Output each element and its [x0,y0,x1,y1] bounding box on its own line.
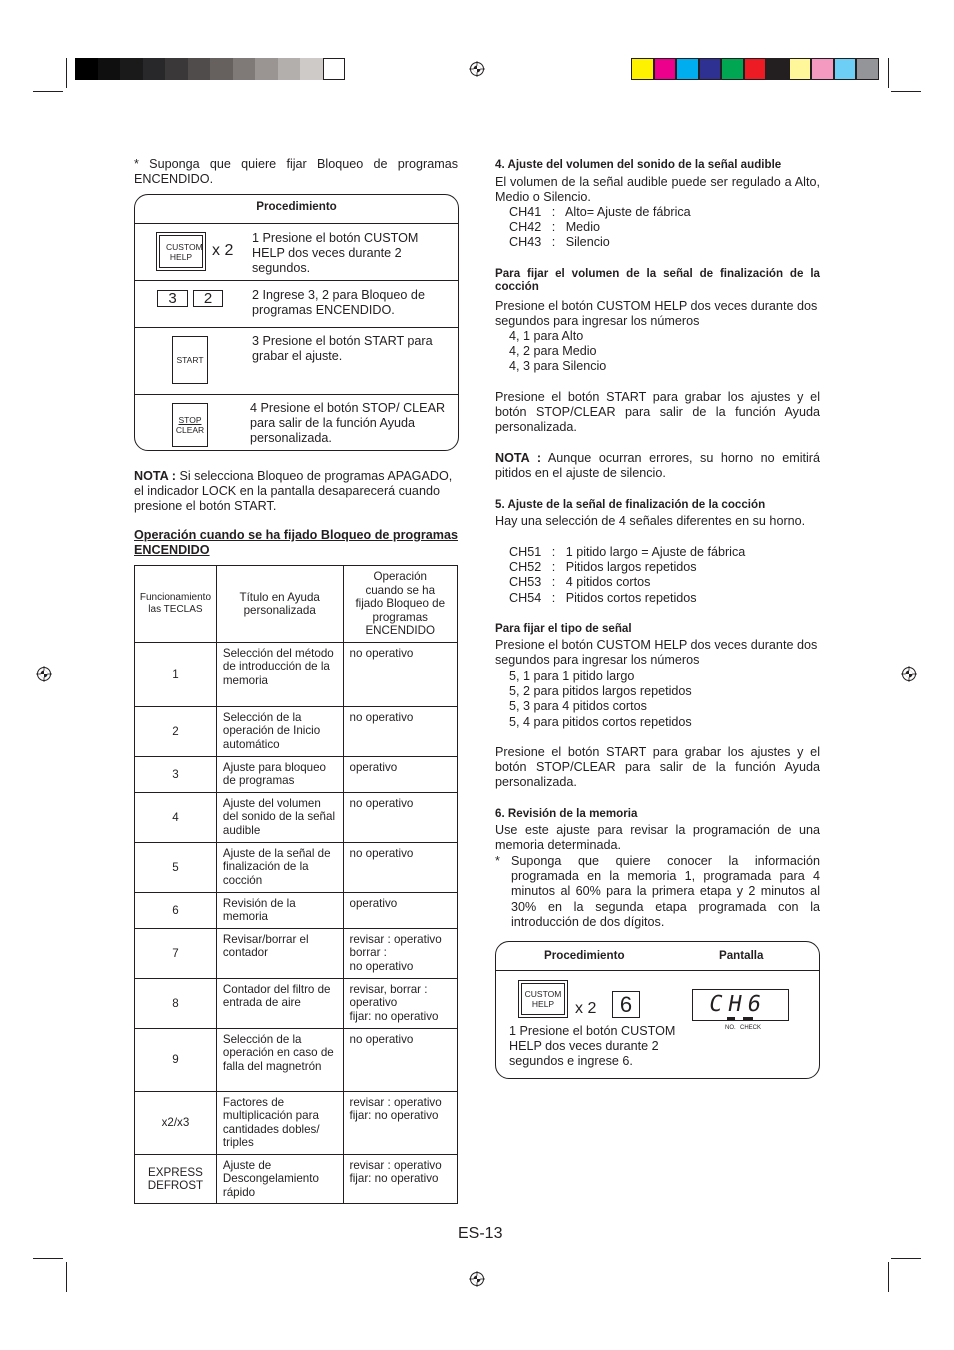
section-6-star-text: Suponga que quiere conocer la información programada en la memoria 1, programada para 4 minutos al 60% para la primera etapa y 2 minutos al 30% en la segunda etapa programada con la introducción de dos dígitos. [511,854,820,929]
key-cell: 4 [135,793,217,843]
step-1: 1 Presione el botón CUSTOM HELP dos veces durante 2 segundos e ingrese 6. [509,1024,676,1069]
key-label: START [176,355,204,365]
title-cell: Factores de multiplicación para cantidades dobles/ triples [216,1092,343,1155]
title-cell: Contador del filtro de entrada de aire [216,979,343,1029]
operation-cell: no operativo [343,1029,458,1092]
header-cell: Título en Ayuda personalizada [216,566,343,643]
key-label-top: STOP [178,415,202,425]
section-5-sub-list [509,669,819,730]
list-item: 5, 4 para pitidos cortos repetidos [509,714,692,729]
gray-swatch [233,58,256,80]
operation-cell: no operativo [343,707,458,757]
indicator-no: NO. [725,1025,736,1031]
indicator-bar [743,1017,753,1021]
color-swatch [744,58,767,80]
operation-cell: operativo [343,893,458,929]
section-6-star: * [495,854,500,868]
crop-mark [891,1258,921,1259]
title-cell: Selección de la operación en caso de falla del magnetrón [216,1029,343,1092]
list-item: CH52 : Pitidos largos repetidos [509,560,697,575]
gray-swatch [143,58,166,80]
operation-cell: revisar : operativo fijar: no operativo [343,1155,458,1204]
color-swatch [834,58,857,80]
title-cell: Ajuste de la señal de finalización de la cocción [216,843,343,893]
key-label: CUSTOM HELP [524,989,562,1009]
table-row [135,979,458,1029]
number-key-6: 6 [612,991,640,1018]
registration-mark-icon [469,61,485,77]
list-item: 4, 2 para Medio [509,344,597,359]
table-row [135,929,458,979]
operation-cell: no operativo [343,843,458,893]
registration-mark-icon [901,666,917,682]
table-row [135,707,458,757]
header-cell: Funcionamiento las TECLAS [135,566,217,643]
table-header-row [135,566,458,643]
crop-mark [33,91,63,92]
registration-mark-icon [36,666,52,682]
display-header: Pantalla [719,949,764,962]
key-cell: EXPRESS DEFROST [135,1155,217,1204]
registration-mark-icon [469,1271,485,1287]
list-item: 5, 2 para pitidos largos repetidos [509,684,692,699]
nota-text: Si selecciona Bloqueo de programas APAGADO, el indicador LOCK en la pantalla desaparecerá cuando presione el botón START. [134,469,453,514]
lcd-display [692,989,789,1021]
crop-mark [33,1258,63,1259]
header-cell: Operación cuando se ha fijado Bloqueo de programas ENCENDIDO [343,566,458,643]
section-4-sub-heading: Para fijar el volumen de la señal de finalización de la cocción [495,267,820,294]
color-swatch [676,58,699,80]
custom-help-key [156,232,206,271]
operation-cell: no operativo [343,793,458,843]
key-cell: 9 [135,1029,217,1092]
nota-label: NOTA : [495,451,542,465]
gray-swatch [323,58,346,80]
section-5-heading: 5. Ajuste de la señal de finalización de la cocción [495,498,766,511]
lcd-value: CH6 [706,992,770,1017]
table-row [135,1155,458,1204]
section-5-sub-text: Presione el botón CUSTOM HELP dos veces durante dos segundos para ingresar los números [495,638,818,668]
intro-text: * Suponga que quiere fijar Bloqueo de programas ENCENDIDO. [134,157,458,187]
operation-cell: operativo [343,757,458,793]
key-label: CUSTOM HELP [166,241,203,262]
divider [496,970,819,971]
gray-swatch [255,58,278,80]
divider [135,394,458,395]
nota-paragraph [134,469,459,515]
list-item: 5, 1 para 1 pitido largo [509,669,635,683]
section-4-start-text: Presione el botón START para grabar los ajustes y el botón STOP/CLEAR para salir de la función Ayuda personalizada. [495,390,820,435]
nota-label: NOTA : [134,469,176,483]
gray-swatch [188,58,211,80]
list-item: 4, 3 para Silencio [509,359,607,374]
title-cell: Revisión de la memoria [216,893,343,929]
section-5-list [509,545,819,606]
title-cell: Revisar/borrar el contador [216,929,343,979]
operation-heading: Operación cuando se ha fijado Bloqueo de programas ENCENDIDO [134,528,459,558]
key-label-bottom: CLEAR [175,425,205,435]
operation-cell: revisar, borrar : operativo fijar: no operativo [343,979,458,1029]
color-swatch [789,58,812,80]
start-key [172,336,208,384]
color-swatch [631,58,654,80]
crop-mark [891,91,921,92]
operation-cell: revisar : operativo fijar: no operativo [343,1092,458,1155]
table-row [135,893,458,929]
nota-text: Aunque ocurran errores, su horno no emitirá pitidos en el ajuste de silencio. [495,451,821,481]
times-two-label: x 2 [212,242,234,259]
color-swatch [811,58,834,80]
color-swatch [721,58,744,80]
key-cell: 6 [135,893,217,929]
divider [135,327,458,328]
list-item: CH41 : Alto= Ajuste de fábrica [509,205,691,219]
list-item: CH42 : Medio [509,220,600,235]
number-key-2: 2 [193,290,223,307]
title-cell: Ajuste del volumen del sonido de la señal audible [216,793,343,843]
color-swatch [654,58,677,80]
stop-clear-key [172,403,208,447]
number-key-3: 3 [157,290,188,307]
gray-swatch [75,58,98,80]
section-4-list [509,205,819,251]
gray-swatch [120,58,143,80]
step-3: 3 Presione el botón START para grabar el ajuste. [252,334,433,364]
list-item: 4, 1 para Alto [509,329,584,343]
gray-swatch [98,58,121,80]
section-6-heading: 6. Revisión de la memoria [495,807,638,820]
page-number: ES-13 [458,1225,503,1242]
title-cell: Selección de la operación de Inicio automático [216,707,343,757]
operation-cell: no operativo [343,643,458,707]
color-swatch [856,58,879,80]
procedure-header: Procedimiento [256,200,337,213]
divider [135,280,458,281]
procedure-header: Procedimiento [544,949,625,962]
section-4-heading: 4. Ajuste del volumen del sonido de la señal audible [495,158,782,171]
crop-mark [66,1262,67,1292]
color-swatch [766,58,789,80]
key-cell: 7 [135,929,217,979]
table-row [135,757,458,793]
table-row [135,643,458,707]
table-row [135,1092,458,1155]
key-cell: 1 [135,643,217,707]
gray-swatch [278,58,301,80]
step-1: 1 Presione el botón CUSTOM HELP dos veces durante 2 segundos. [252,231,419,276]
section-4-nota [495,451,820,481]
section-6-text: Use este ajuste para revisar la programación de una memoria determinada. [495,823,820,853]
list-item: CH51 : 1 pitido largo = Ajuste de fábrica [509,545,746,559]
title-cell: Ajuste de Descongelamiento rápido [216,1155,343,1204]
color-swatch [699,58,722,80]
step-4: 4 Presione el botón STOP/ CLEAR para salir de la función Ayuda personalizada. [250,401,446,446]
title-cell: Selección del método de introducción de la memoria [216,643,343,707]
key-cell: 2 [135,707,217,757]
operation-cell: revisar : operativo borrar : no operativo [343,929,458,979]
keys-table [134,565,458,1204]
key-cell: 8 [135,979,217,1029]
table-row [135,1029,458,1092]
list-item: 5, 3 para 4 pitidos cortos [509,699,647,714]
table-row [135,793,458,843]
section-4-text: El volumen de la señal audible puede ser regulado a Alto, Medio o Silencio. [495,175,820,205]
title-cell: Ajuste para bloqueo de programas [216,757,343,793]
list-item: CH43 : Silencio [509,235,610,250]
indicator-check: CHECK [740,1025,762,1031]
gray-swatch [165,58,188,80]
key-cell: 3 [135,757,217,793]
divider [135,223,458,224]
key-cell: x2/x3 [135,1092,217,1155]
indicator-bar [727,1017,735,1021]
custom-help-key [518,980,568,1018]
crop-mark [888,1262,889,1292]
section-5-sub-heading: Para fijar el tipo de señal [495,622,632,635]
step-2: 2 Ingrese 3, 2 para Bloqueo de programas ENCENDIDO. [252,288,425,318]
list-item: CH54 : Pitidos cortos repetidos [509,590,697,605]
crop-mark [888,58,889,88]
gray-swatch [300,58,323,80]
key-cell: 5 [135,843,217,893]
list-item: CH53 : 4 pitidos cortos [509,575,651,590]
section-5-text: Hay una selección de 4 señales diferentes en su horno. [495,514,806,528]
section-5-start-text: Presione el botón START para grabar los ajustes y el botón STOP/CLEAR para salir de la función Ayuda personalizada. [495,745,820,790]
section-4-sub-list [509,329,819,375]
gray-swatch [210,58,233,80]
times-two-label: x 2 [575,1000,597,1017]
crop-mark [66,58,67,88]
table-row [135,843,458,893]
section-4-sub-text: Presione el botón CUSTOM HELP dos veces durante dos segundos para ingresar los números [495,299,818,329]
